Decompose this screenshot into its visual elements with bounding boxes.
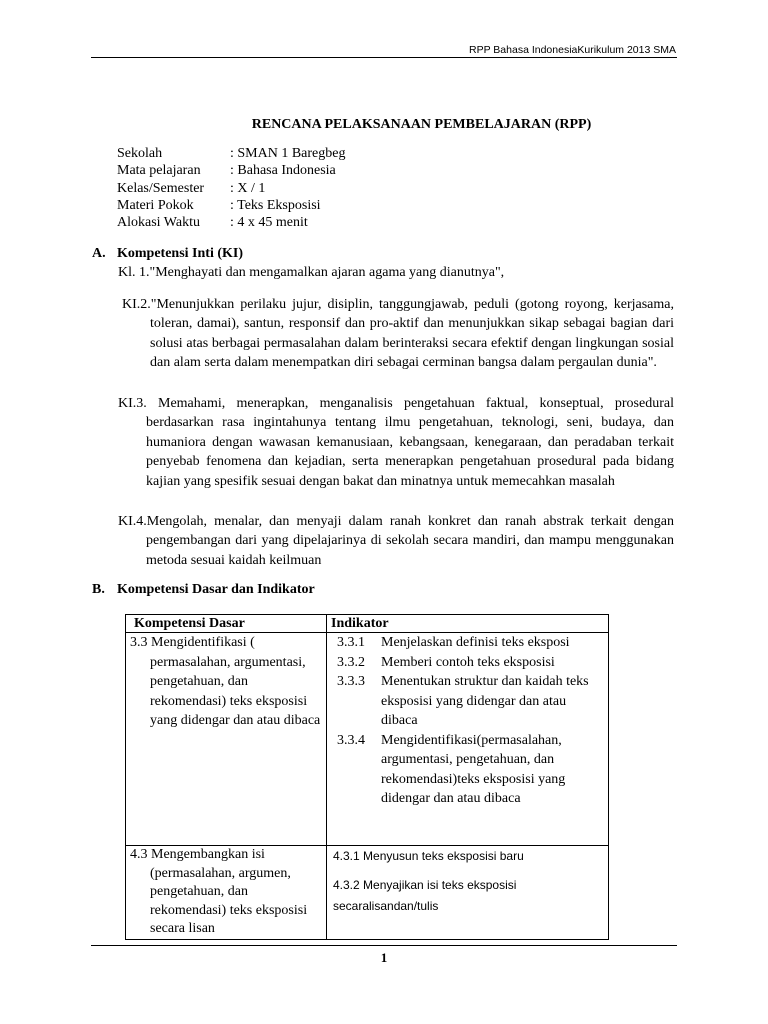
indicator-item: 3.3.4 Mengidentifikasi(permasalahan, argumentasi, pengetahuan, dan rekomendasi)teks eksposisi yang didengar dan atau dibaca bbox=[337, 732, 566, 806]
indicator-cell: 4.3.1 Menyusun teks eksposisi baru 4.3.2 Menyajikan isi teks eksposisi secaralisandan/tulis bbox=[327, 846, 609, 940]
kd-cell: 4.3 Mengembangkan isi (permasalahan, argumen, pengetahuan, dan rekomendasi) teks eksposisi secara lisan bbox=[126, 846, 327, 940]
table-row bbox=[126, 633, 609, 846]
meta-row: Kelas/Semester : X / 1 bbox=[117, 180, 266, 196]
meta-row: Materi Pokok : Teks Eksposisi bbox=[117, 197, 321, 213]
section-a-heading: A. Kompetensi Inti (KI) bbox=[92, 246, 243, 261]
ki-1: Kl. 1."Menghayati dan mengamalkan ajaran agama yang dianutnya", bbox=[118, 265, 505, 280]
column-header: Indikator bbox=[327, 615, 609, 633]
page-number: 1 bbox=[380, 950, 388, 965]
indicator-item: 3.3.3 Menentukan struktur dan kaidah teks eksposisi yang didengar dan atau dibaca bbox=[337, 674, 589, 728]
kd-cell: 3.3 Mengidentifikasi ( permasalahan, argumentasi, pengetahuan, dan rekomendasi) teks eksposisi yang didengar dan atau dibaca bbox=[126, 633, 327, 846]
meta-row: Mata pelajaran : Bahasa Indonesia bbox=[117, 163, 336, 179]
kd-indicator-table bbox=[125, 614, 609, 940]
document-title: RENCANA PELAKSANAAN PEMBELAJARAN (RPP) bbox=[251, 117, 592, 132]
indicator-item: 3.3.1 Menjelaskan definisi teks eksposi bbox=[337, 635, 570, 650]
running-header: RPP Bahasa IndonesiaKurikulum 2013 SMA bbox=[468, 44, 676, 56]
indicator-cell bbox=[327, 633, 609, 846]
table-row bbox=[126, 846, 609, 940]
ki-4: KI.4.Mengolah, menalar, dan menyaji dalam ranah konkret dan ranah abstrak terkait dengan pengembangan dari yang dipelajarinya di sekolah secara mandiri, dan mampu menggunakan metoda sesuai kaidah keilmuan bbox=[118, 514, 674, 568]
footer-rule bbox=[91, 945, 677, 946]
table-header-row bbox=[126, 615, 609, 633]
indicator-item: 3.3.2 Memberi contoh teks eksposisi bbox=[337, 654, 555, 670]
column-header: Kompetensi Dasar bbox=[126, 615, 327, 633]
header-rule bbox=[91, 57, 677, 58]
section-b-heading: B. Kompetensi Dasar dan Indikator bbox=[92, 582, 315, 597]
identity-block bbox=[117, 145, 346, 231]
meta-row: Alokasi Waktu : 4 x 45 menit bbox=[117, 215, 308, 231]
ki-2: KI.2."Menunjukkan perilaku jujur, disiplin, tanggungjawab, peduli (gotong royong, kerjasama, toleran, damai), santun, responsif dan pro-aktif dan menunjukkan sikap sebagai bagian dari solusi atas berbagai permasalahan dalam berinteraksi secara efektif dengan lingkungan sosial dan alam serta dalam menempatkan diri sebagai cerminan bangsa dalam pergaulan dunia". bbox=[122, 297, 674, 371]
meta-row: Sekolah : SMAN 1 Baregbeg bbox=[117, 146, 346, 161]
ki-3: KI.3. Memahami, menerapkan, menganalisis pengetahuan faktual, konseptual, prosedural berdasarkan rasa ingintahunya tentang ilmu pengetahuan, teknologi, seni, budaya, dan humaniora dengan wawasan kemanusiaan, kebangsaan, kenegaraan, dan peradaban terkait penyebab fenomena dan kejadian, serta menerapkan pengetahuan prosedural pada bidang kajian yang spesifik sesuai dengan bakat dan minatnya untuk memecahkan masalah bbox=[118, 396, 674, 489]
